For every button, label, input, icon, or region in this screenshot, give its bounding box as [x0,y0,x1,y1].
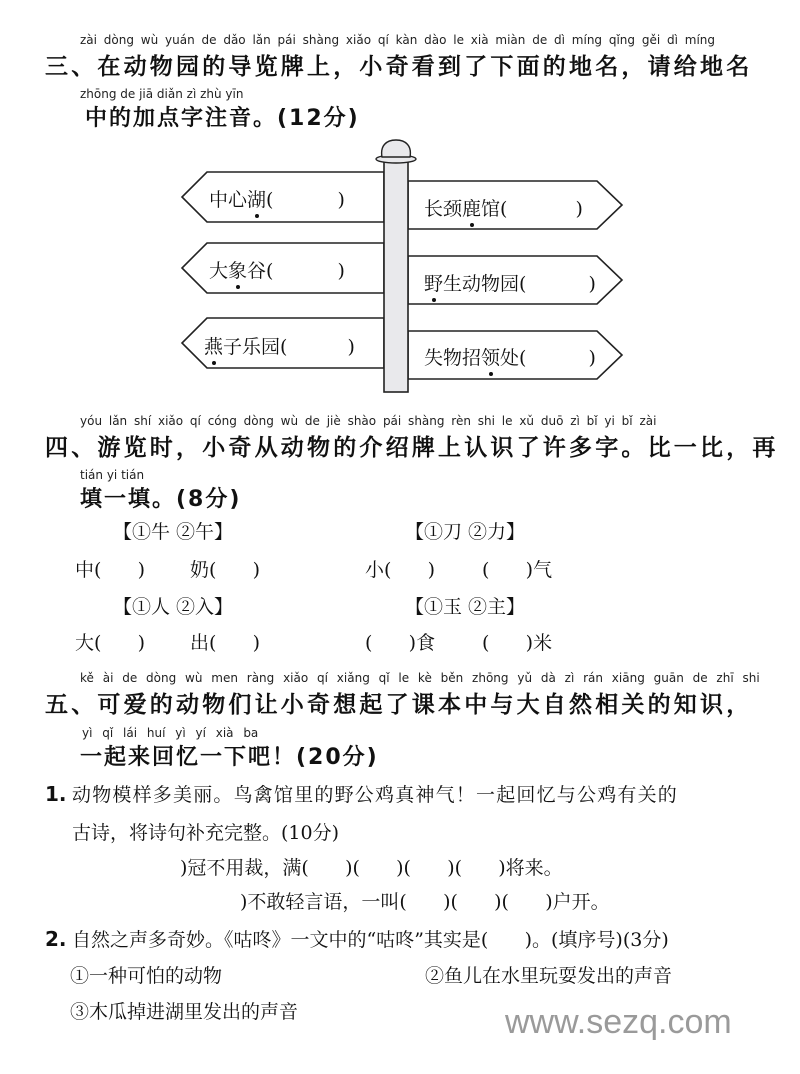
group4-options: 【①玉 ②主】 [405,596,526,618]
q1-line1: 动物模样多美丽。鸟禽馆里的野公鸡真神气！一起回忆与公鸡有关的 [72,784,679,806]
dotted-char: 湖 [247,189,267,211]
q1-poem-line1[interactable]: )冠不用裁，满( )( )( )( )将来。 [180,857,563,879]
group1-item2[interactable]: 奶( ) [190,559,261,581]
section3-heading-line1: 三、在动物园的导览牌上，小奇看到了下面的地名，请给地名 [45,54,753,80]
group1-item1[interactable]: 中( ) [75,559,146,581]
section3-pinyin-line2: zhōng de jiā diǎn zì zhù yīn [80,87,244,101]
group3-item2[interactable]: 出( ) [190,632,261,654]
signpost-pole [384,160,408,392]
group2-item2[interactable]: ( )气 [482,559,553,581]
section5-pinyin-line1: kě ài de dòng wù men ràng xiǎo qí xiǎng qǐ le kè běn zhōng yǔ dà zì rán xiāng guān de zhī shi [80,671,760,685]
q2-number: 2. [45,927,67,951]
sign-right-3-label: 失物招领处( ) [424,347,596,369]
section5-pinyin-line2: yì qǐ lái huí yì yí xià ba [82,726,259,740]
q1-poem-line2[interactable]: )不敢轻言语，一叫( )( )( )户开。 [240,891,610,913]
dotted-char: 燕 [204,336,224,358]
q2-line1[interactable]: 自然之声多奇妙。《咕咚》一文中的“咕咚”其实是( )。(填序号)(3分) [72,929,669,951]
dotted-char: 领 [481,347,501,369]
sign-left-2-label: 大象谷( ) [209,260,345,282]
watermark: www.sezq.com [505,1003,732,1041]
group1-options: 【①牛 ②午】 [113,521,234,543]
group4-item2[interactable]: ( )米 [482,632,553,654]
section4-heading-line1: 四、游览时，小奇从动物的介绍牌上认识了许多字。比一比，再 [45,435,779,461]
dotted-char: 象 [228,260,248,282]
dotted-char: 野 [424,273,444,295]
q1-line2: 古诗，将诗句补充完整。(10分) [72,822,340,844]
signpost-diagram [0,0,800,420]
q2-option-3: ③木瓜掉进湖里发出的声音 [70,1001,299,1023]
group3-item1[interactable]: 大( ) [75,632,146,654]
q2-option-2: ②鱼儿在水里玩耍发出的声音 [425,965,673,987]
group2-item1[interactable]: 小( ) [365,559,436,581]
group4-item1[interactable]: ( )食 [365,632,436,654]
section3-heading-line2: 中的加点字注音。(12分) [85,106,360,131]
section4-pinyin-line2: tián yi tián [80,468,145,482]
q1-number: 1. [45,782,67,806]
group2-options: 【①刀 ②力】 [405,521,526,543]
dotted-char: 鹿 [462,198,482,220]
sign-right-1-label: 长颈鹿馆( ) [424,198,583,220]
q2-option-1: ①一种可怕的动物 [70,965,223,987]
sign-right-2-label: 野生动物园( ) [424,273,596,295]
section4-pinyin-line1: yóu lǎn shí xiǎo qí cóng dòng wù de jiè shào pái shàng rèn shi le xǔ duō zì bǐ yi bǐ zài [80,414,657,428]
section4-heading-line2: 填一填。(8分) [80,487,242,512]
section5-heading-line2: 一起来回忆一下吧！(20分) [80,745,379,770]
group3-options: 【①人 ②入】 [113,596,234,618]
sign-left-3-label: 燕子乐园( ) [204,336,355,358]
section5-heading-line1: 五、可爱的动物们让小奇想起了课本中与大自然相关的知识， [45,692,753,718]
section3-pinyin-line1: zài dòng wù yuán de dǎo lǎn pái shàng xiǎo qí kàn dào le xià miàn de dì míng qǐng gěi dì míng [80,33,715,47]
sign-left-1-label: 中心湖( ) [209,189,345,211]
